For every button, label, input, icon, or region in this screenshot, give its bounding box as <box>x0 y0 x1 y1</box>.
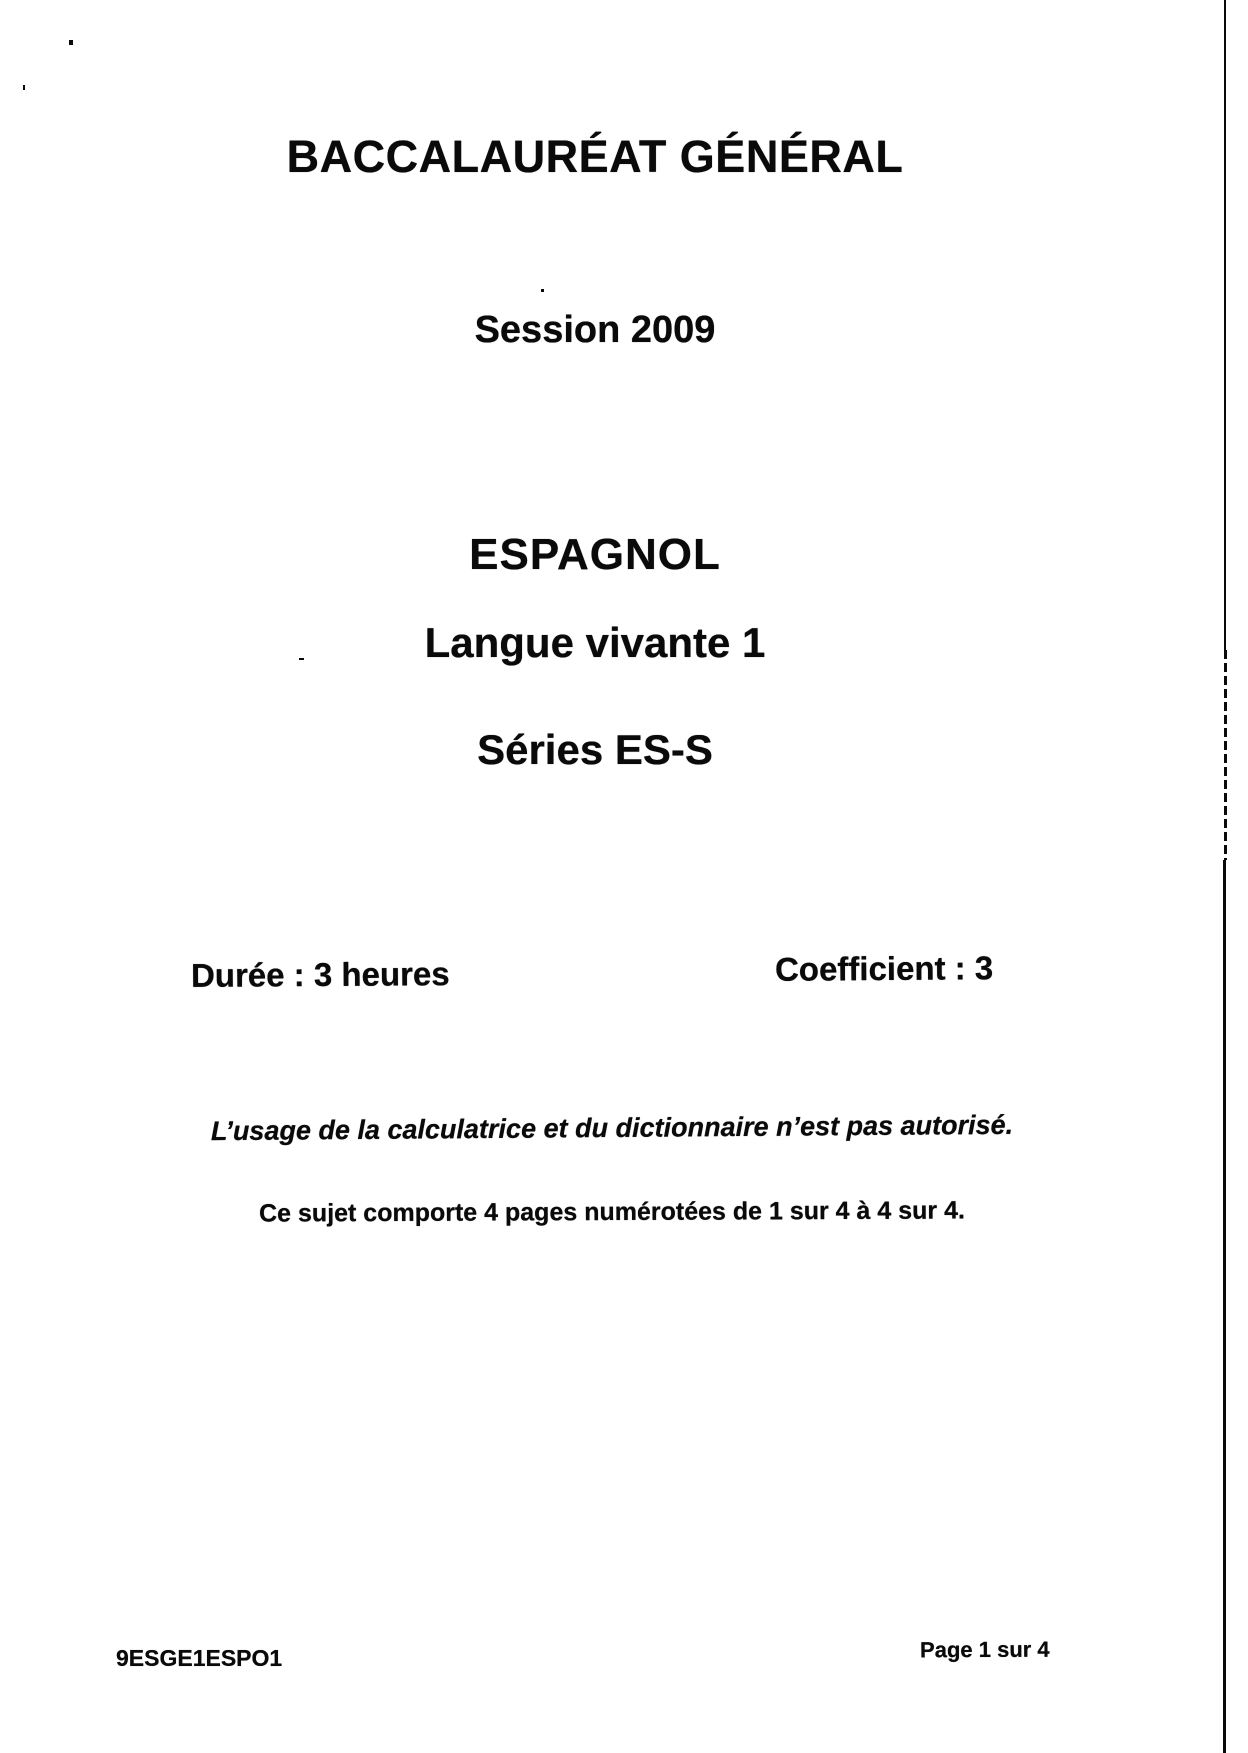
duration-label: Durée : 3 heures <box>190 955 450 994</box>
scan-edge-line-thick-segment <box>1223 860 1226 1753</box>
session-heading: Session 2009 <box>474 309 716 351</box>
footer-page-number: Page 1 sur 4 <box>919 1636 1050 1663</box>
page-count-note: Ce sujet comporte 4 pages numérotées de 1 sur 4 à 4 sur 4. <box>259 1196 965 1228</box>
coefficient-label: Coefficient : 3 <box>774 949 994 988</box>
series-heading: Séries ES-S <box>477 726 713 773</box>
footer-reference-code: 9ESGE1ESPO1 <box>116 1645 283 1671</box>
subject-heading: ESPAGNOL <box>469 530 721 579</box>
scan-speck <box>23 85 25 90</box>
calculator-dictionary-notice: L’usage de la calculatrice et du dictionnaire n’est pas autorisé. <box>210 1109 1014 1147</box>
exam-title: BACCALAURÉAT GÉNÉRAL <box>286 131 904 182</box>
language-level-heading: Langue vivante 1 <box>424 619 766 666</box>
scan-edge-line-rough-segment <box>1224 650 1227 860</box>
scan-speck <box>541 289 544 292</box>
scan-speck <box>69 40 73 45</box>
scan-speck <box>299 658 304 660</box>
